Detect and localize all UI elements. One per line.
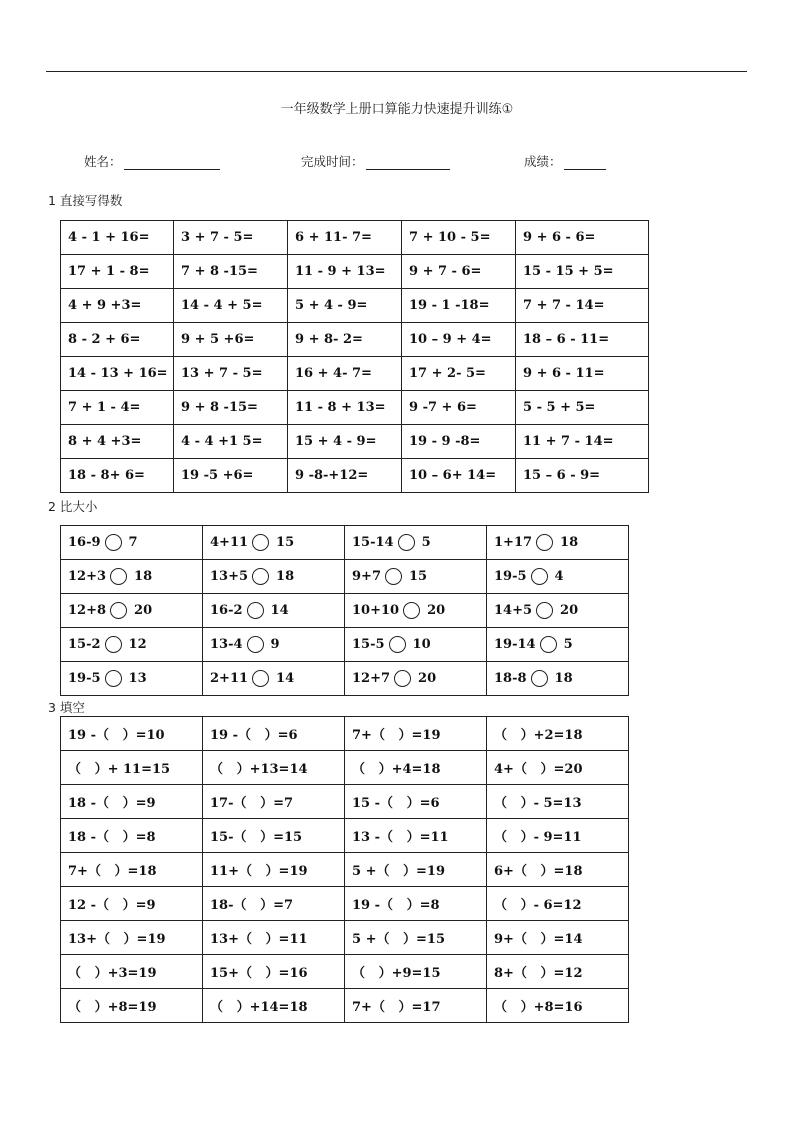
answer-circle-icon[interactable] <box>105 636 122 653</box>
time-field <box>301 152 450 170</box>
compare-problem <box>61 526 203 560</box>
answer-circle-icon[interactable] <box>536 602 553 619</box>
calc-problem[interactable]: 3 + 7 - 5= <box>174 221 288 255</box>
compare-right-value: 5 <box>421 535 431 550</box>
fill-blank-problem[interactable]: 19 -（ ）=6 <box>203 717 345 751</box>
table-row <box>61 255 649 289</box>
calc-problem[interactable]: 9 + 6 - 11= <box>516 357 649 391</box>
compare-left-expr: 13+5 <box>210 569 249 584</box>
answer-circle-icon[interactable] <box>531 568 548 585</box>
calc-problem[interactable]: 11 + 7 - 14= <box>516 425 649 459</box>
answer-circle-icon[interactable] <box>105 534 122 551</box>
fill-blank-problem[interactable]: （ ）- 5=13 <box>487 785 629 819</box>
calc-problem[interactable]: 18 - 8+ 6= <box>61 459 174 493</box>
direct-calc-table <box>60 220 649 493</box>
calc-problem[interactable]: 4 - 4 +1 5= <box>174 425 288 459</box>
name-blank[interactable] <box>124 155 220 170</box>
table-row <box>61 459 649 493</box>
calc-problem[interactable]: 7 + 1 - 4= <box>61 391 174 425</box>
fill-blank-problem[interactable]: 18 -（ ）=9 <box>61 785 203 819</box>
compare-right-value: 18 <box>276 569 295 584</box>
fill-blank-problem[interactable]: 12 -（ ）=9 <box>61 887 203 921</box>
table-row <box>61 425 649 459</box>
compare-right-value: 14 <box>276 671 295 686</box>
calc-problem[interactable]: 8 - 2 + 6= <box>61 323 174 357</box>
compare-table <box>60 525 629 696</box>
calc-problem[interactable]: 4 + 9 +3= <box>61 289 174 323</box>
calc-problem[interactable]: 15 - 15 + 5= <box>516 255 649 289</box>
calc-problem[interactable]: 8 + 4 +3= <box>61 425 174 459</box>
fill-blank-problem[interactable]: （ ）+4=18 <box>345 751 487 785</box>
section2-heading: 2 比大小 <box>48 499 98 514</box>
calc-problem[interactable]: 9 + 8 -15= <box>174 391 288 425</box>
fill-blank-problem[interactable]: （ ）+2=18 <box>487 717 629 751</box>
compare-left-expr: 13-4 <box>210 637 243 652</box>
compare-right-value: 14 <box>270 603 289 618</box>
table-row <box>61 526 629 560</box>
answer-circle-icon[interactable] <box>398 534 415 551</box>
answer-circle-icon[interactable] <box>394 670 411 687</box>
calc-problem[interactable]: 18 – 6 - 11= <box>516 323 649 357</box>
calc-problem[interactable]: 6 + 11- 7= <box>288 221 402 255</box>
compare-right-value: 12 <box>128 637 147 652</box>
fill-blank-problem[interactable]: （ ）+8=19 <box>61 989 203 1023</box>
answer-circle-icon[interactable] <box>110 568 127 585</box>
name-field <box>84 152 220 170</box>
answer-circle-icon[interactable] <box>105 670 122 687</box>
table-row <box>61 819 629 853</box>
calc-problem[interactable]: 11 - 9 + 13= <box>288 255 402 289</box>
fill-blank-problem[interactable]: 15+（ ）=16 <box>203 955 345 989</box>
answer-circle-icon[interactable] <box>389 636 406 653</box>
compare-left-expr: 16-9 <box>68 535 101 550</box>
calc-problem[interactable]: 9 + 8- 2= <box>288 323 402 357</box>
fill-blank-problem[interactable]: 7+（ ）=17 <box>345 989 487 1023</box>
compare-right-value: 13 <box>128 671 147 686</box>
calc-problem[interactable]: 5 + 4 - 9= <box>288 289 402 323</box>
calc-problem[interactable]: 9 + 7 - 6= <box>402 255 516 289</box>
compare-problem <box>203 662 345 696</box>
compare-problem <box>345 560 487 594</box>
fill-blank-problem[interactable]: 5 +（ ）=15 <box>345 921 487 955</box>
fill-blank-problem[interactable]: 6+（ ）=18 <box>487 853 629 887</box>
compare-problem <box>345 662 487 696</box>
compare-left-expr: 12+3 <box>68 569 107 584</box>
fill-blank-problem[interactable]: （ ）+ 11=15 <box>61 751 203 785</box>
calc-problem[interactable]: 10 – 9 + 4= <box>402 323 516 357</box>
table-row <box>61 357 649 391</box>
answer-circle-icon[interactable] <box>252 670 269 687</box>
compare-right-value: 10 <box>412 637 431 652</box>
compare-left-expr: 18-8 <box>494 671 527 686</box>
answer-circle-icon[interactable] <box>536 534 553 551</box>
fill-blank-problem[interactable]: 15-（ ）=15 <box>203 819 345 853</box>
compare-left-expr: 19-14 <box>494 637 536 652</box>
compare-left-expr: 15-14 <box>352 535 394 550</box>
compare-problem <box>487 662 629 696</box>
fill-blank-problem[interactable]: （ ）- 6=12 <box>487 887 629 921</box>
calc-problem[interactable]: 9 -8-+12= <box>288 459 402 493</box>
fill-blank-table <box>60 716 629 1023</box>
table-row <box>61 221 649 255</box>
compare-left-expr: 4+11 <box>210 535 249 550</box>
calc-problem[interactable]: 14 - 4 + 5= <box>174 289 288 323</box>
table-row <box>61 955 629 989</box>
compare-left-expr: 15-2 <box>68 637 101 652</box>
fill-blank-problem[interactable]: 9+（ ）=14 <box>487 921 629 955</box>
answer-circle-icon[interactable] <box>540 636 557 653</box>
compare-right-value: 18 <box>134 569 153 584</box>
fill-blank-problem[interactable]: 18 -（ ）=8 <box>61 819 203 853</box>
calc-problem[interactable]: 10 – 6+ 14= <box>402 459 516 493</box>
page-title: 一年级数学上册口算能力快速提升训练① <box>280 102 514 117</box>
compare-right-value: 9 <box>270 637 280 652</box>
header-rule <box>46 71 747 72</box>
calc-problem[interactable]: 19 - 9 -8= <box>402 425 516 459</box>
calc-problem[interactable]: 15 – 6 - 9= <box>516 459 649 493</box>
compare-right-value: 20 <box>560 603 579 618</box>
calc-problem[interactable]: 7 + 8 -15= <box>174 255 288 289</box>
fill-blank-problem[interactable]: （ ）+14=18 <box>203 989 345 1023</box>
compare-left-expr: 15-5 <box>352 637 385 652</box>
compare-problem <box>203 628 345 662</box>
compare-left-expr: 19-5 <box>68 671 101 686</box>
answer-circle-icon[interactable] <box>252 568 269 585</box>
compare-right-value: 5 <box>563 637 573 652</box>
fill-blank-problem[interactable]: 7+（ ）=19 <box>345 717 487 751</box>
fill-blank-problem[interactable]: 13+（ ）=11 <box>203 921 345 955</box>
table-row <box>61 785 629 819</box>
compare-right-value: 20 <box>134 603 153 618</box>
table-row <box>61 751 629 785</box>
time-label: 完成时间： <box>301 154 364 169</box>
compare-problem <box>203 560 345 594</box>
compare-left-expr: 12+7 <box>352 671 391 686</box>
table-row <box>61 289 649 323</box>
table-row <box>61 853 629 887</box>
score-blank[interactable] <box>564 155 606 170</box>
compare-right-value: 7 <box>128 535 138 550</box>
fill-blank-problem[interactable]: 11+（ ）=19 <box>203 853 345 887</box>
compare-left-expr: 2+11 <box>210 671 249 686</box>
compare-right-value: 18 <box>560 535 579 550</box>
compare-right-value: 20 <box>427 603 446 618</box>
compare-problem <box>487 628 629 662</box>
fill-blank-problem[interactable]: （ ）+8=16 <box>487 989 629 1023</box>
answer-circle-icon[interactable] <box>252 534 269 551</box>
calc-problem[interactable]: 19 -5 +6= <box>174 459 288 493</box>
compare-problem <box>61 628 203 662</box>
calc-problem[interactable]: 15 + 4 - 9= <box>288 425 402 459</box>
compare-problem <box>61 662 203 696</box>
answer-circle-icon[interactable] <box>531 670 548 687</box>
calc-problem[interactable]: 13 + 7 - 5= <box>174 357 288 391</box>
answer-circle-icon[interactable] <box>247 602 264 619</box>
compare-right-value: 20 <box>418 671 437 686</box>
compare-left-expr: 14+5 <box>494 603 533 618</box>
calc-problem[interactable]: 11 - 8 + 13= <box>288 391 402 425</box>
compare-right-value: 15 <box>276 535 295 550</box>
compare-problem <box>61 560 203 594</box>
calc-problem[interactable]: 7 + 7 - 14= <box>516 289 649 323</box>
fill-blank-problem[interactable]: 19 -（ ）=8 <box>345 887 487 921</box>
calc-problem[interactable]: 14 - 13 + 16= <box>61 357 174 391</box>
compare-problem <box>345 594 487 628</box>
answer-circle-icon[interactable] <box>247 636 264 653</box>
calc-problem[interactable]: 17 + 1 - 8= <box>61 255 174 289</box>
section3-heading: 3 填空 <box>48 700 85 715</box>
fill-blank-problem[interactable]: （ ）- 9=11 <box>487 819 629 853</box>
fill-blank-problem[interactable]: 17-（ ）=7 <box>203 785 345 819</box>
compare-problem <box>345 526 487 560</box>
fill-blank-problem[interactable]: 8+（ ）=12 <box>487 955 629 989</box>
compare-right-value: 18 <box>554 671 573 686</box>
calc-problem[interactable]: 7 + 10 - 5= <box>402 221 516 255</box>
table-row <box>61 560 629 594</box>
compare-left-expr: 9+7 <box>352 569 381 584</box>
compare-problem <box>345 628 487 662</box>
table-row <box>61 594 629 628</box>
fill-blank-problem[interactable]: （ ）+13=14 <box>203 751 345 785</box>
answer-circle-icon[interactable] <box>110 602 127 619</box>
calc-problem[interactable]: 5 - 5 + 5= <box>516 391 649 425</box>
compare-problem <box>203 594 345 628</box>
compare-left-expr: 16-2 <box>210 603 243 618</box>
fill-blank-problem[interactable]: 7+（ ）=18 <box>61 853 203 887</box>
fill-blank-problem[interactable]: 15 -（ ）=6 <box>345 785 487 819</box>
time-blank[interactable] <box>366 155 450 170</box>
score-field <box>524 152 606 170</box>
table-row <box>61 391 649 425</box>
score-label: 成绩： <box>524 154 562 169</box>
compare-problem <box>61 594 203 628</box>
table-row <box>61 717 629 751</box>
calc-problem[interactable]: 19 - 1 -18= <box>402 289 516 323</box>
fill-blank-problem[interactable]: 18-（ ）=7 <box>203 887 345 921</box>
fill-blank-problem[interactable]: 13+（ ）=19 <box>61 921 203 955</box>
calc-problem[interactable]: 16 + 4- 7= <box>288 357 402 391</box>
compare-left-expr: 1+17 <box>494 535 533 550</box>
compare-left-expr: 10+10 <box>352 603 400 618</box>
fill-blank-problem[interactable]: 4+（ ）=20 <box>487 751 629 785</box>
answer-circle-icon[interactable] <box>403 602 420 619</box>
fill-blank-problem[interactable]: 5 +（ ）=19 <box>345 853 487 887</box>
compare-right-value: 15 <box>408 569 428 584</box>
compare-problem <box>487 594 629 628</box>
calc-problem[interactable]: 9 -7 + 6= <box>402 391 516 425</box>
fill-blank-problem[interactable]: 19 -（ ）=10 <box>61 717 203 751</box>
calc-problem[interactable]: 9 + 5 +6= <box>174 323 288 357</box>
table-row <box>61 662 629 696</box>
compare-problem <box>487 526 629 560</box>
calc-problem[interactable]: 4 - 1 + 16= <box>61 221 174 255</box>
fill-blank-problem[interactable]: （ ）+9=15 <box>345 955 487 989</box>
compare-right-value: 4 <box>554 569 564 584</box>
compare-left-expr: 12+8 <box>68 603 107 618</box>
calc-problem[interactable]: 9 + 6 - 6= <box>516 221 649 255</box>
compare-problem <box>487 560 629 594</box>
table-row <box>61 989 629 1023</box>
fill-blank-problem[interactable]: 13 -（ ）=11 <box>345 819 487 853</box>
compare-left-expr: 19-5 <box>494 569 527 584</box>
table-row <box>61 323 649 357</box>
compare-problem <box>203 526 345 560</box>
table-row <box>61 887 629 921</box>
section1-heading: 1 直接写得数 <box>48 193 123 208</box>
name-label: 姓名： <box>84 154 122 169</box>
answer-circle-icon[interactable] <box>385 568 402 585</box>
fill-blank-problem[interactable]: （ ）+3=19 <box>61 955 203 989</box>
table-row <box>61 628 629 662</box>
calc-problem[interactable]: 17 + 2- 5= <box>402 357 516 391</box>
table-row <box>61 921 629 955</box>
